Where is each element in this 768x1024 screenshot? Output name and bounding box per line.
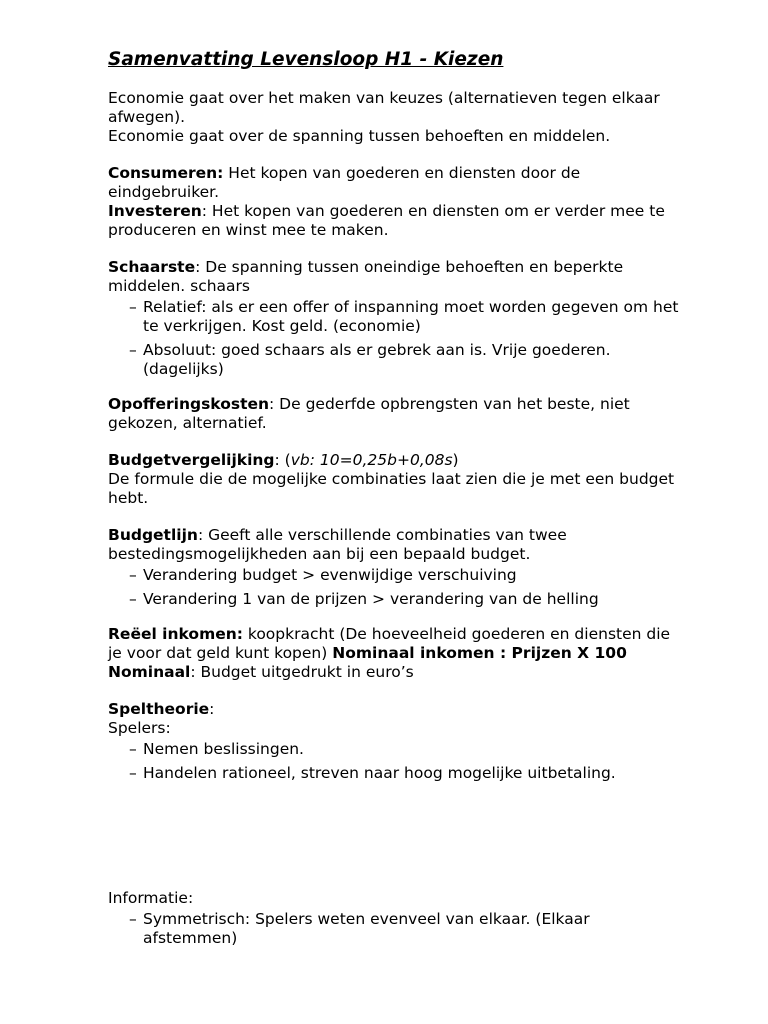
- list-item: – Verandering 1 van de prijzen > verandering van de helling: [108, 590, 688, 609]
- budgetvergelijking-definition: [108, 451, 688, 470]
- schaarste-definition: [108, 258, 688, 296]
- speltheorie-term: Speltheorie: [108, 700, 210, 718]
- blank-space: [108, 788, 688, 889]
- schaarste-list: [108, 298, 688, 379]
- nominaal-term: Nominaal: [108, 663, 191, 681]
- opofferingskosten-term: Opofferingskosten: [108, 395, 270, 413]
- budgetlijn-definition: [108, 526, 688, 564]
- speltheorie-section: [108, 700, 688, 948]
- list-item: – Verandering budget > evenwijdige verschuiving: [108, 566, 688, 585]
- consumeren-term: Consumeren:: [108, 164, 224, 182]
- reeel-inkomen-definition: [108, 625, 688, 663]
- consumeren-definition: [108, 164, 688, 202]
- spelers-label: Spelers:: [108, 719, 171, 737]
- investeren-definition: [108, 202, 688, 240]
- budgetvergelijking-section: [108, 451, 688, 508]
- reeel-inkomen-term: Reëel inkomen:: [108, 625, 243, 643]
- opofferingskosten-definition: [108, 395, 688, 433]
- consumeren-text: Het kopen van goederen en diensten door de eindgebruiker.: [108, 164, 581, 201]
- intro-section: [108, 89, 688, 146]
- opofferingskosten-text: : De gederfde opbrengsten van het beste, niet gekozen, alternatief.: [108, 395, 630, 432]
- intro-line-1: Economie gaat over het maken van keuzes (alternatieven tegen elkaar afwegen).: [108, 89, 660, 126]
- schaarste-term: Schaarste: [108, 258, 196, 276]
- speltheorie-colon: :: [209, 700, 215, 718]
- budgetlijn-section: [108, 526, 688, 609]
- budgetvergelijking-formula: vb: 10=0,25b+0,08s: [290, 451, 453, 469]
- nominaal-inkomen-formula: Nominaal inkomen : Prijzen X 100: [332, 644, 627, 662]
- budgetvergelijking-explanation: De formule die de mogelijke combinaties laat zien die je met een budget hebt.: [108, 470, 675, 507]
- opofferingskosten-section: [108, 395, 688, 433]
- budgetlijn-list: [108, 566, 688, 609]
- nominaal-definition: [108, 663, 688, 682]
- consumeren-investeren-section: [108, 164, 688, 240]
- informatie-list: [108, 910, 688, 948]
- list-item: – Symmetrisch: Spelers weten evenveel van elkaar. (Elkaar afstemmen): [108, 910, 688, 948]
- budgetvergelijking-close: ): [452, 451, 459, 469]
- reeel-inkomen-text: koopkracht (De hoeveelheid goederen en diensten die je voor dat geld kunt kopen): [108, 625, 671, 662]
- investeren-term: Investeren: [108, 202, 202, 220]
- list-item: – Absoluut: goed schaars als er gebrek aan is. Vrije goederen. (dagelijks): [108, 341, 688, 379]
- list-item: – Handelen rationeel, streven naar hoog mogelijke uitbetaling.: [108, 764, 688, 783]
- list-item: – Nemen beslissingen.: [108, 740, 688, 759]
- inkomen-section: [108, 625, 688, 682]
- informatie-label: Informatie:: [108, 889, 194, 907]
- speltheorie-heading: [108, 700, 688, 719]
- document-page: [108, 48, 688, 953]
- budgetvergelijking-open: : (: [274, 451, 291, 469]
- intro-line-2: Economie gaat over de spanning tussen behoeften en middelen.: [108, 127, 611, 145]
- budgetvergelijking-term: Budgetvergelijking: [108, 451, 275, 469]
- schaarste-section: [108, 258, 688, 379]
- spelers-list: [108, 740, 688, 783]
- budgetlijn-text: : Geeft alle verschillende combinaties van twee bestedingsmogelijkheden aan bij een bepaald budget.: [108, 526, 567, 563]
- budgetlijn-term: Budgetlijn: [108, 526, 198, 544]
- schaarste-text: : De spanning tussen oneindige behoeften en beperkte middelen. schaars: [108, 258, 624, 295]
- list-item: – Relatief: als er een offer of inspanning moet worden gegeven om het te verkrijgen. Kost geld. (economie): [108, 298, 688, 336]
- investeren-text: : Het kopen van goederen en diensten om er verder mee te produceren en winst mee te maken.: [108, 202, 665, 239]
- nominaal-text: : Budget uitgedrukt in euro’s: [190, 663, 414, 681]
- page-title: Samenvatting Levensloop H1 - Kiezen: [108, 49, 504, 70]
